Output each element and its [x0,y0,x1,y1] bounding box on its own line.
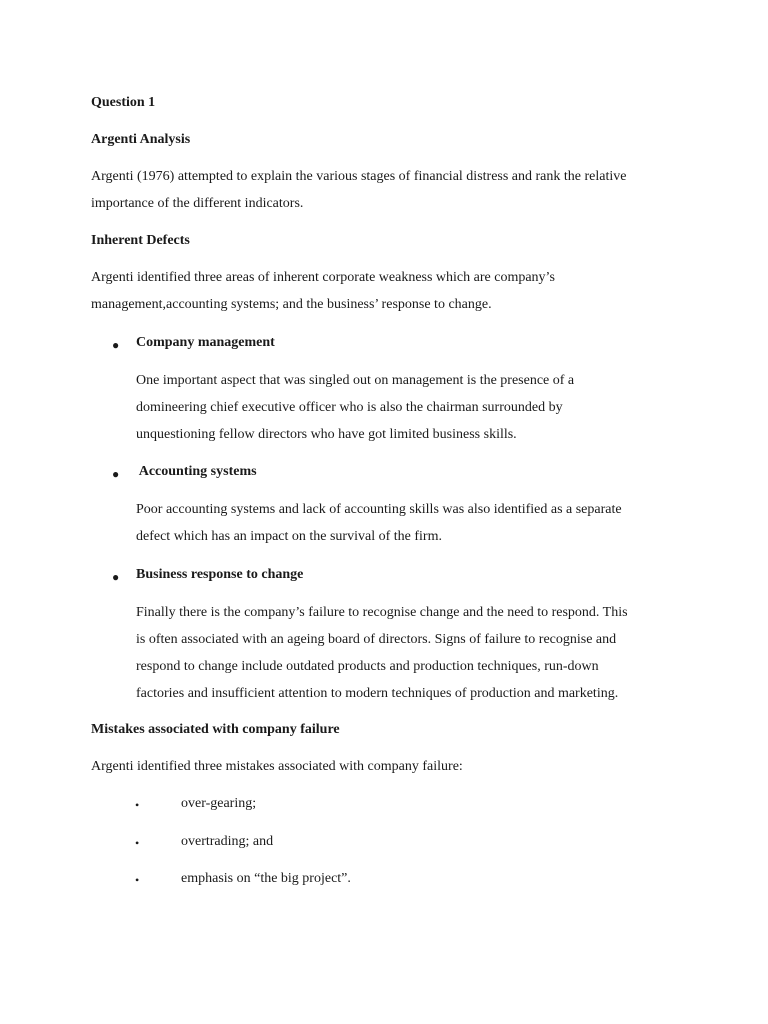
paragraph-line: Finally there is the company’s failure to recognise change and the need to respond. This [136,605,628,620]
intro-line: importance of the different indicators. [91,196,304,211]
bullet-icon: ● [112,467,120,481]
intro-paragraph [91,163,626,217]
bullet-icon: • [135,836,140,850]
mistake-item: over-gearing; [181,796,257,811]
item-title-company-management: Company management [136,335,275,350]
item-title-accounting-systems: Accounting systems [136,464,257,479]
inherent-defects-heading: Inherent Defects [91,233,190,248]
bullet-icon: ● [112,338,120,352]
paragraph-line: factories and insufficient attention to modern techniques of production and marketing. [136,686,619,701]
question-title: Question 1 [91,95,156,110]
bullet-icon: ● [112,570,120,584]
mistakes-heading: Mistakes associated with company failure [91,722,340,737]
paragraph-line: respond to change include outdated products and production techniques, run-down [136,659,599,674]
section-title: Argenti Analysis [91,132,191,147]
inherent-defects-intro [91,264,555,318]
mistakes-intro: Argenti identified three mistakes associated with company failure: [91,759,463,774]
paragraph-line: One important aspect that was singled out on management is the presence of a [136,373,575,388]
item-body-company-management [136,367,574,448]
mistake-item: emphasis on “the big project”. [181,871,351,886]
paragraph-line: defect which has an impact on the survival of the firm. [136,529,442,544]
intro-line: Argenti (1976) attempted to explain the various stages of financial distress and rank the relative [91,169,627,184]
paragraph-line: management,accounting systems; and the business’ response to change. [91,297,492,312]
paragraph-line: Argenti identified three areas of inherent corporate weakness which are company’s [91,270,555,285]
paragraph-line: unquestioning fellow directors who have got limited business skills. [136,427,517,442]
paragraph-line: is often associated with an ageing board of directors. Signs of failure to recognise and [136,632,617,647]
item-title-business-response: Business response to change [136,567,304,582]
mistake-item: overtrading; and [181,834,274,849]
bullet-icon: • [135,873,140,887]
bullet-icon: • [135,798,140,812]
item-body-accounting-systems [136,496,622,550]
item-body-business-response [136,599,628,707]
paragraph-line: Poor accounting systems and lack of accounting skills was also identified as a separate [136,502,622,517]
paragraph-line: domineering chief executive officer who is also the chairman surrounded by [136,400,563,415]
